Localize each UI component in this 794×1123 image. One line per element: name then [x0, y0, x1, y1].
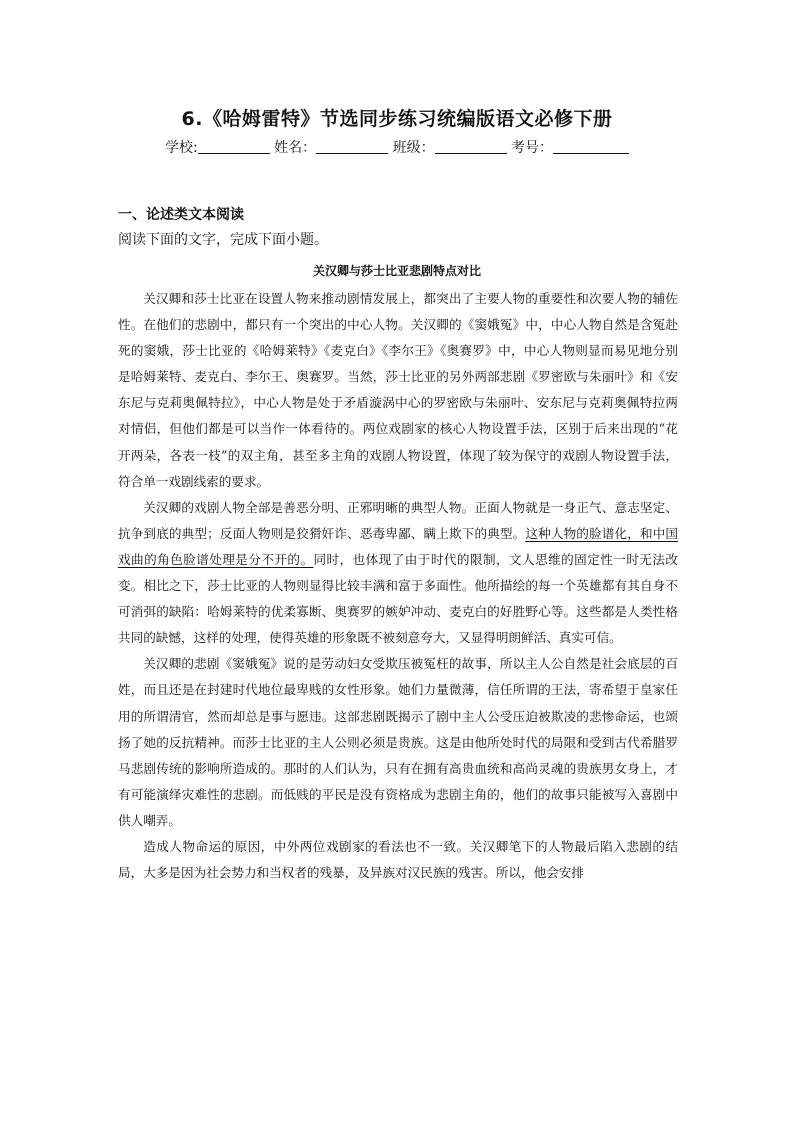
page-title: 6.《哈姆雷特》节选同步练习统编版语文必修下册 — [181, 108, 613, 130]
number-label: 考号： — [511, 140, 554, 156]
paragraph-2 — [118, 495, 678, 652]
section-instruction: 阅读下面的文字，完成下面小题。 — [118, 232, 328, 248]
paragraph-3: 关汉卿的悲剧《窦娥冤》说的是劳动妇女受欺压被冤枉的故事，所以主人公自然是社会底层的百姓，而且还是在封建时代地位最卑贱的女性形象。她们力量微薄，信任所谓的王法，寄希望于皇家任用的所谓清官，然而却总是事与愿违。这部悲剧既揭示了剧中主人公受压迫被欺凌的悲惨命运，也颂扬了她的反抗精神。而莎士比亚的主人公则必须是贵族。这是由他所处时代的局限和受到古代希腊罗马悲剧传统的影响所造成的。那时的人们认为，只有在拥有高贵血统和高尚灵魂的贵族男女身上，才有可能演绎灾难性的悲剧。而低贱的平民是没有资格成为悲剧主角的，他们的故事只能被写入喜剧中供人嘲弄。 — [118, 656, 678, 828]
paragraph-4: 造成人物命运的原因，中外两位戏剧家的看法也不一致。关汉卿笔下的人物最后陷入悲剧的结局，大多是因为社会势力和当权者的残暴，及异族对汉民族的残害。所以，他会安排 — [118, 838, 678, 881]
name-blank[interactable] — [316, 139, 388, 154]
class-blank[interactable] — [435, 139, 507, 154]
student-info-line — [0, 137, 794, 157]
passage-body — [118, 286, 678, 886]
class-label: 班级： — [392, 140, 435, 156]
paragraph-2-part-a: 关汉卿的戏剧人物全部是善恶分明、正邪明晰的典型人物。正面人物就是一身正气、意志坚定、抗争到底的典型；反面人物则是狡猾奸诈、恶毒卑鄙、瞒上欺下的典型。 — [118, 499, 678, 541]
underlined-sentence: 这种人物的脸谱化，和中国戏曲的角色脸谱处理是分不开的。 — [118, 525, 679, 567]
paragraph-1: 关汉卿和莎士比亚在设置人物来推动剧情发展上，都突出了主要人物的重要性和次要人物的辅佐性。在他们的悲剧中，都只有一个突出的中心人物。关汉卿的《窦娥冤》中，中心人物自然是含冤赴死的窦娥，莎士比亚的《哈姆莱特》《麦克白》《李尔王》《奥赛罗》中，中心人物则显而易见地分别是哈姆莱特、麦克白、李尔王、奥赛罗。当然，莎士比亚的另外两部悲剧《罗密欧与朱丽叶》和《安东尼与克莉奥佩特拉》，中心人物是处于矛盾漩涡中心的罗密欧与朱丽叶、安东尼与克莉奥佩特拉两对情侣，但他们都是可以当作一体看待的。两位戏剧家的核心人物设置手法，区别于后来出现的“花开两朵，各表一枝”的双主角，甚至多主角的戏剧人物设置，体现了较为保守的戏剧人物设置手法，符合单一戏剧线索的要求。 — [118, 291, 678, 489]
school-blank[interactable] — [198, 139, 270, 154]
school-label: 学校: — [164, 140, 198, 156]
paragraph-2-part-b: 同时，也体现了由于时代的限制，文人思维的固定性一时无法改变。相比之下，莎士比亚的人物则显得比较丰满和富于多面性。他所描绘的每一个英雄都有其自身不可消弭的缺陷：哈姆莱特的优柔寡断、奥赛罗的嫉妒冲动、麦克白的好胜野心等。这些都是人类性格共同的缺憾，这样的处理，使得英雄的形象既不被刻意夸大，又显得明朗鲜活、真实可信。 — [118, 551, 679, 646]
number-blank[interactable] — [553, 139, 629, 154]
passage-title: 关汉卿与莎士比亚悲剧特点对比 — [312, 264, 481, 278]
name-label: 姓名： — [274, 140, 317, 156]
section-heading: 一、论述类文本阅读 — [118, 207, 244, 223]
